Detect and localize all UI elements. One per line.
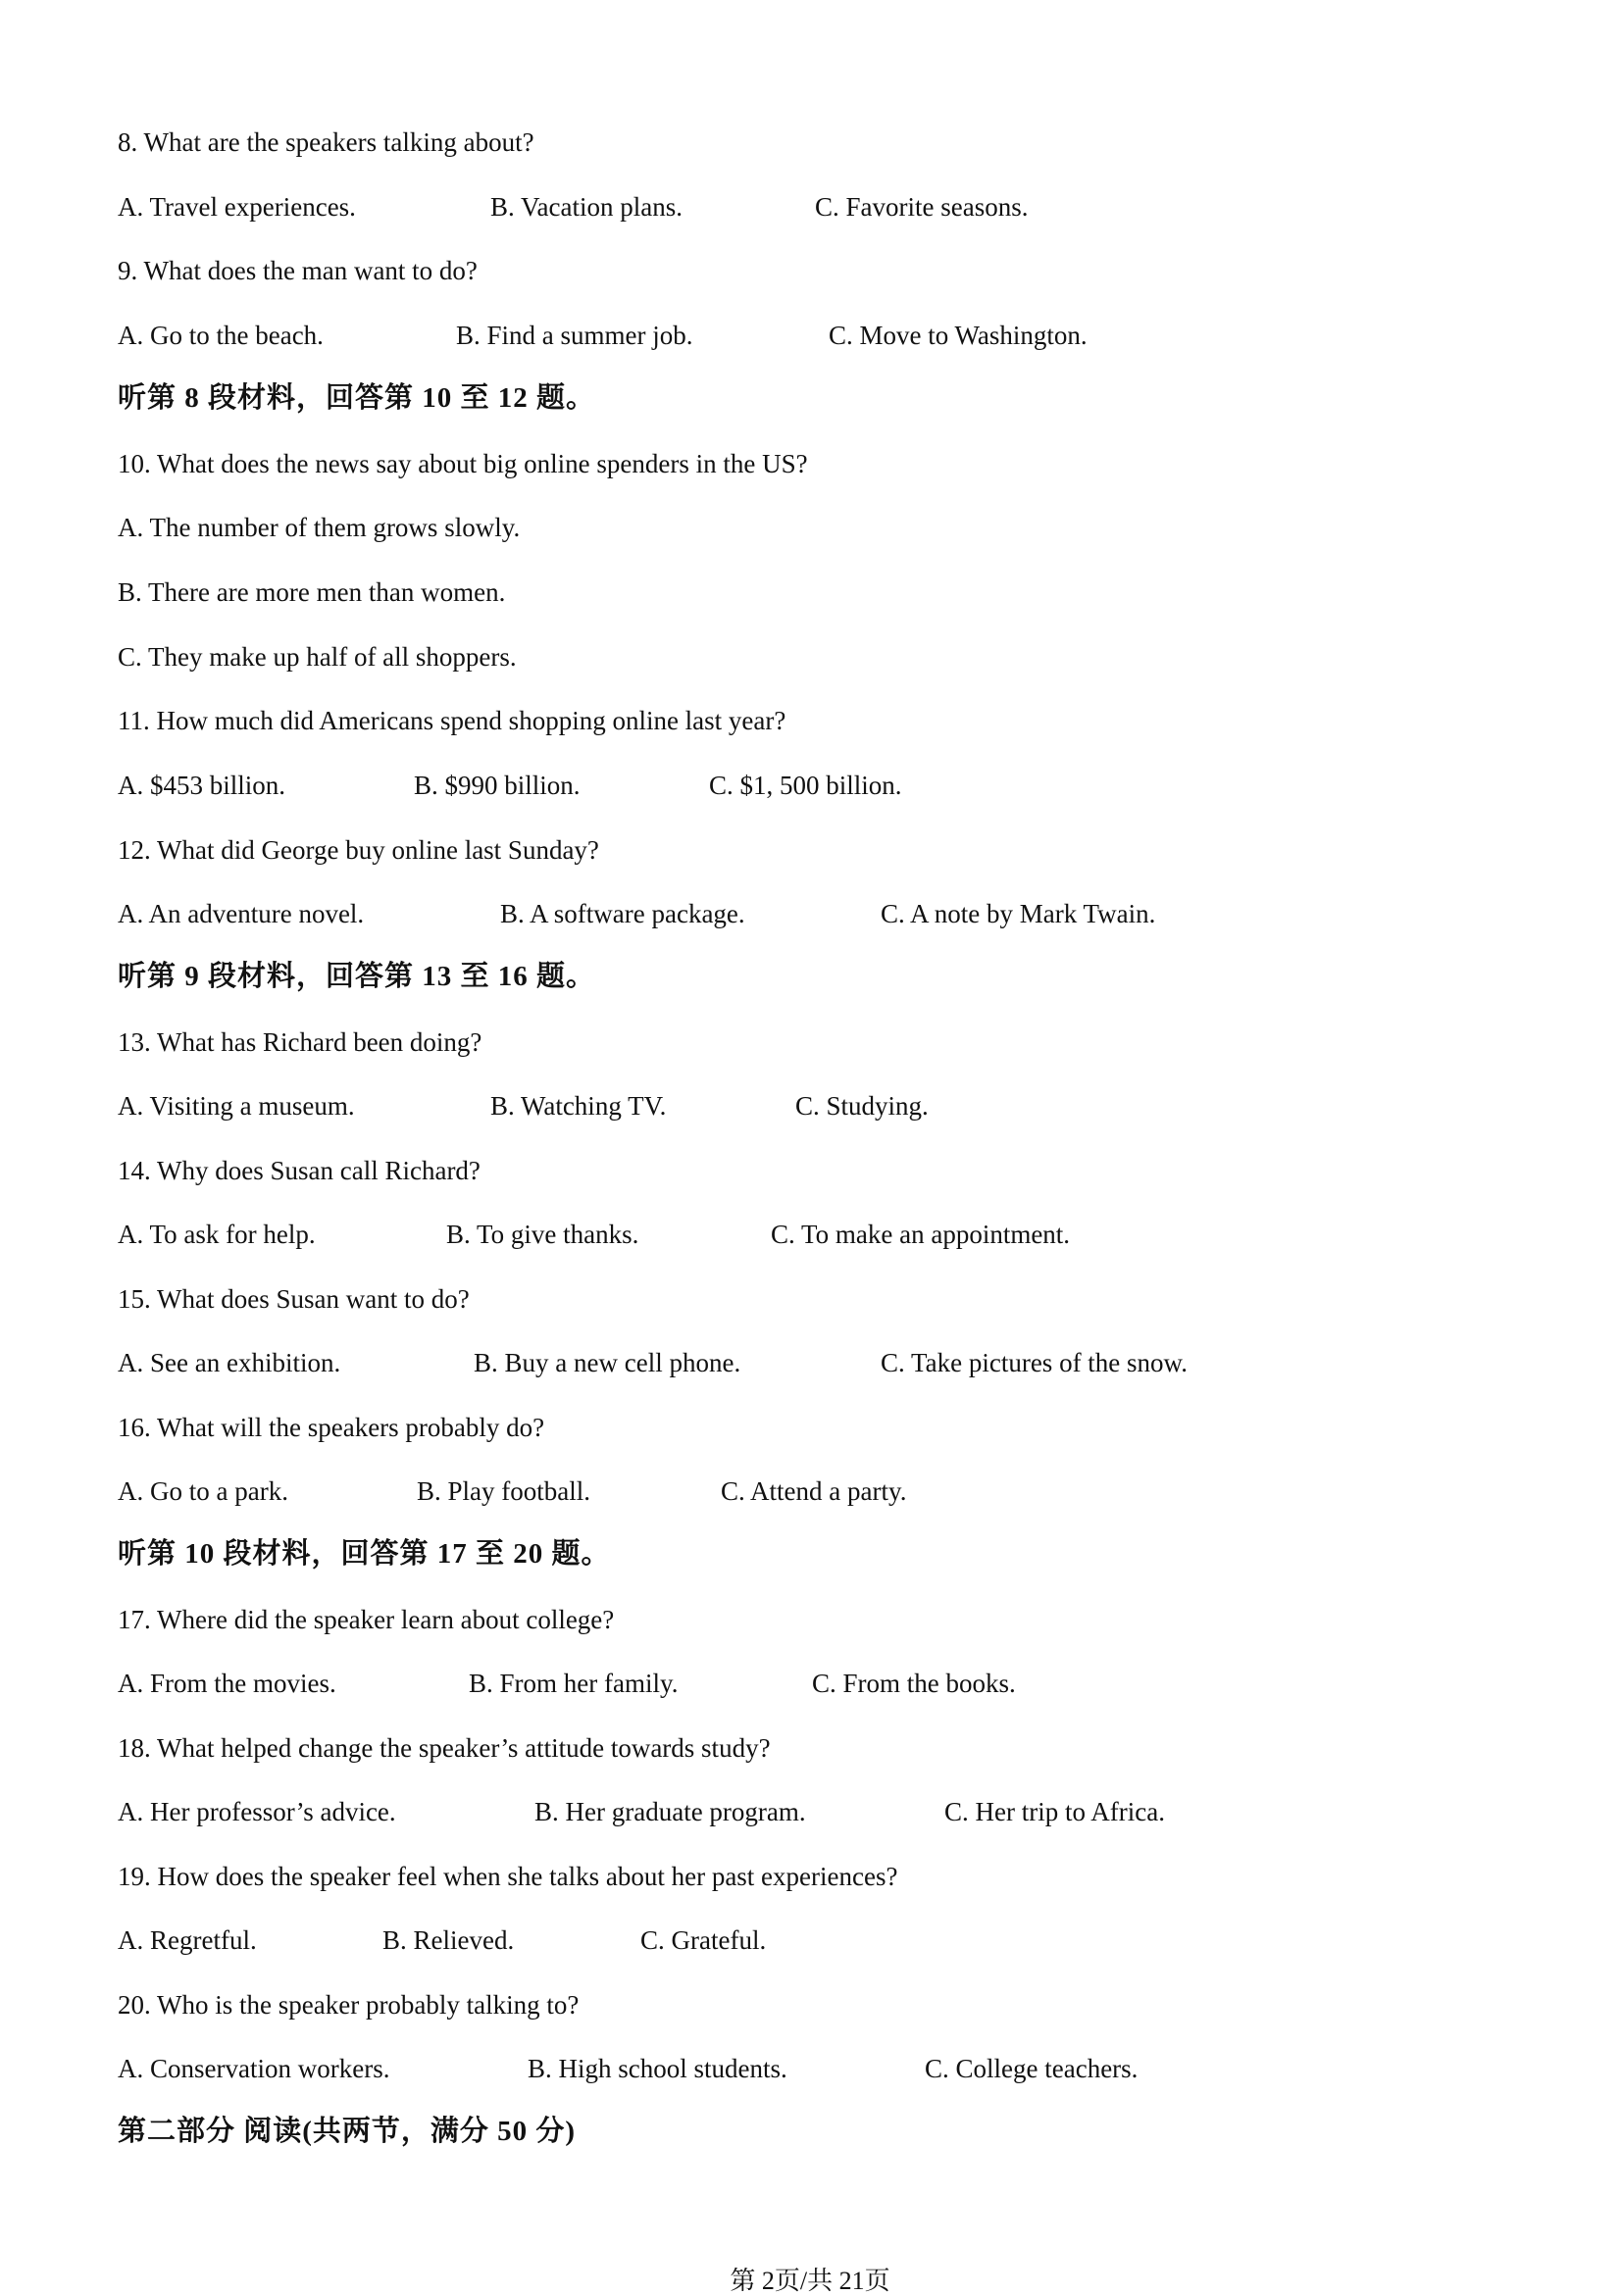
option-c: C. A note by Mark Twain.	[881, 899, 1156, 928]
option-a: A. Travel experiences.	[118, 192, 356, 222]
option-c: C. Favorite seasons.	[815, 192, 1029, 222]
option-c: C. College teachers.	[925, 2054, 1139, 2083]
question-19: 19. How does the speaker feel when she talks about her past experiences?	[118, 1862, 898, 1891]
option-c: C. To make an appointment.	[771, 1220, 1071, 1249]
option-b: B. Her graduate program.	[534, 1797, 806, 1826]
option-a: A. To ask for help.	[118, 1220, 316, 1249]
option-c: C. Her trip to Africa.	[944, 1797, 1165, 1826]
option-b: B. $990 billion.	[414, 771, 581, 800]
option-b: B. Find a summer job.	[456, 321, 693, 350]
question-11: 11. How much did Americans spend shopping online last year?	[118, 706, 786, 735]
question-12: 12. What did George buy online last Sunday?	[118, 835, 599, 865]
question-20: 20. Who is the speaker probably talking to?	[118, 1990, 580, 2020]
option-a: A. See an exhibition.	[118, 1348, 341, 1377]
option-b: B. Play football.	[417, 1476, 590, 1506]
option-10-b: B. There are more men than women.	[118, 577, 506, 607]
option-a: A. From the movies.	[118, 1669, 336, 1698]
section-heading-10: 听第 10 段材料，回答第 17 至 20 题。	[118, 1538, 611, 1570]
option-a: A. Go to the beach.	[118, 321, 324, 350]
question-18: 18. What helped change the speaker’s attitude towards study?	[118, 1733, 771, 1763]
option-a: A. Visiting a museum.	[118, 1091, 355, 1121]
option-b: B. Buy a new cell phone.	[474, 1348, 741, 1377]
option-a: A. $453 billion.	[118, 771, 286, 800]
question-13: 13. What has Richard been doing?	[118, 1027, 482, 1057]
option-c: C. $1, 500 billion.	[709, 771, 902, 800]
option-c: C. Studying.	[795, 1091, 929, 1121]
option-a: A. Conservation workers.	[118, 2054, 390, 2083]
option-10-a: A. The number of them grows slowly.	[118, 513, 521, 542]
question-16: 16. What will the speakers probably do?	[118, 1413, 545, 1442]
option-a: A. Go to a park.	[118, 1476, 288, 1506]
option-c: C. Grateful.	[640, 1925, 767, 1955]
option-c: C. Take pictures of the snow.	[881, 1348, 1189, 1377]
option-c: C. Attend a party.	[721, 1476, 907, 1506]
option-b: B. High school students.	[528, 2054, 787, 2083]
question-14: 14. Why does Susan call Richard?	[118, 1156, 481, 1185]
option-c: C. Move to Washington.	[829, 321, 1088, 350]
section-heading-9: 听第 9 段材料，回答第 13 至 16 题。	[118, 961, 596, 992]
page-footer: 第 2页/共 21页	[730, 2267, 890, 2295]
option-b: B. Watching TV.	[490, 1091, 667, 1121]
question-9: 9. What does the man want to do?	[118, 256, 478, 285]
question-10: 10. What does the news say about big online spenders in the US?	[118, 449, 808, 478]
question-17: 17. Where did the speaker learn about college?	[118, 1605, 615, 1634]
question-15: 15. What does Susan want to do?	[118, 1284, 470, 1314]
option-b: B. Relieved.	[382, 1925, 515, 1955]
option-10-c: C. They make up half of all shoppers.	[118, 642, 517, 672]
question-8: 8. What are the speakers talking about?	[118, 127, 534, 157]
option-b: B. To give thanks.	[446, 1220, 639, 1249]
option-a: A. Regretful.	[118, 1925, 257, 1955]
part-two-heading: 第二部分 阅读(共两节，满分 50 分)	[118, 2116, 577, 2147]
option-b: B. A software package.	[500, 899, 745, 928]
option-c: C. From the books.	[812, 1669, 1016, 1698]
option-b: B. From her family.	[469, 1669, 679, 1698]
section-heading-8: 听第 8 段材料，回答第 10 至 12 题。	[118, 382, 596, 414]
option-a: A. Her professor’s advice.	[118, 1797, 396, 1826]
option-b: B. Vacation plans.	[490, 192, 683, 222]
option-a: A. An adventure novel.	[118, 899, 365, 928]
